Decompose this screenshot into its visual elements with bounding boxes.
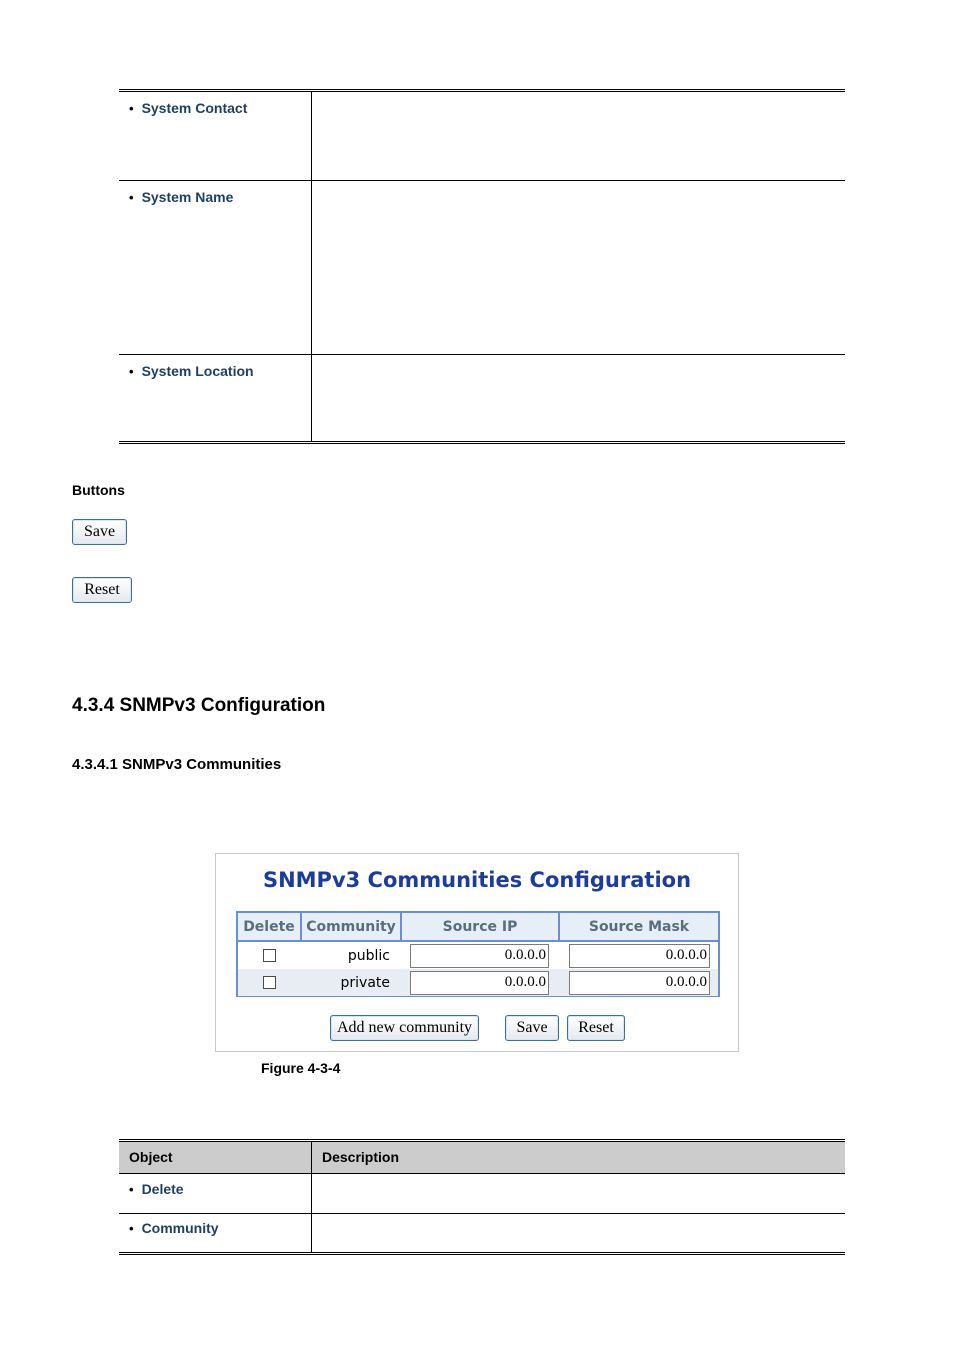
community-value: public xyxy=(347,947,390,964)
object-label xyxy=(129,363,254,379)
table-bottom-rule xyxy=(119,441,845,444)
object-cell xyxy=(119,1214,312,1252)
object-label xyxy=(129,189,233,205)
delete-cell xyxy=(238,949,302,962)
table-row xyxy=(238,942,718,969)
table-row xyxy=(119,354,845,441)
source-mask-input[interactable]: 0.0.0.0 xyxy=(569,971,710,995)
figure-title: SNMPv3 Communities Configuration xyxy=(262,868,692,892)
table-header-row xyxy=(119,1142,845,1173)
column-header-source-ip: Source IP xyxy=(402,913,560,940)
delete-checkbox[interactable] xyxy=(263,949,276,962)
column-header-community: Community xyxy=(302,913,402,940)
source-ip-input[interactable]: 0.0.0.0 xyxy=(410,971,549,995)
object-label-text: System Contact xyxy=(141,100,248,116)
bullet-icon: • xyxy=(129,190,134,205)
bullet-icon: • xyxy=(129,364,134,379)
column-header-object: Object xyxy=(119,1142,312,1173)
source-mask-input[interactable]: 0.0.0.0 xyxy=(569,944,710,968)
bullet-icon: • xyxy=(129,1182,134,1197)
figure-caption: Figure 4-3-4 xyxy=(261,1060,341,1076)
object-label-text: System Name xyxy=(141,189,234,205)
add-new-community-button[interactable]: Add new community xyxy=(330,1015,479,1041)
object-label xyxy=(129,100,247,116)
column-header-source-mask: Source Mask xyxy=(588,918,690,935)
object-label-text: Community xyxy=(141,1220,219,1236)
object-table-bottom xyxy=(119,1139,845,1255)
object-cell xyxy=(119,181,312,354)
table-header-row xyxy=(238,913,718,942)
object-cell xyxy=(119,355,312,441)
reset-button[interactable]: Reset xyxy=(72,577,132,603)
delete-cell xyxy=(238,976,302,989)
table-row xyxy=(119,92,845,180)
bullet-icon: • xyxy=(129,1221,134,1236)
save-button[interactable]: Save xyxy=(72,519,127,545)
object-label-text: Delete xyxy=(141,1181,184,1197)
community-value: private xyxy=(340,974,390,991)
section-heading: 4.3.4 SNMPv3 Configuration xyxy=(72,695,326,716)
bullet-icon: • xyxy=(129,101,134,116)
object-label xyxy=(129,1181,184,1197)
subsection-heading: 4.3.4.1 SNMPv3 Communities xyxy=(72,756,282,773)
table-bottom-rule xyxy=(119,1252,845,1255)
figure-save-button[interactable]: Save xyxy=(505,1015,559,1041)
delete-checkbox[interactable] xyxy=(263,976,276,989)
object-label-text: System Location xyxy=(141,363,254,379)
source-ip-input[interactable]: 0.0.0.0 xyxy=(410,944,549,968)
source-ip-cell xyxy=(402,971,560,995)
source-mask-cell xyxy=(560,971,718,995)
object-table-top xyxy=(119,89,845,444)
column-header-description: Description xyxy=(322,1149,400,1165)
figure-reset-button[interactable]: Reset xyxy=(567,1015,625,1041)
description-cell xyxy=(312,1174,845,1213)
description-cell xyxy=(312,355,845,441)
table-row xyxy=(238,969,718,996)
buttons-heading: Buttons xyxy=(72,482,125,498)
figure-snmpv3-communities xyxy=(215,853,739,1052)
description-cell xyxy=(312,92,845,180)
source-mask-cell xyxy=(560,944,718,968)
object-cell xyxy=(119,1174,312,1213)
source-ip-cell xyxy=(402,944,560,968)
description-cell xyxy=(312,1214,845,1252)
description-cell xyxy=(312,181,845,354)
table-row xyxy=(119,1173,845,1213)
table-row xyxy=(119,180,845,354)
communities-table xyxy=(236,911,720,997)
object-label xyxy=(129,1220,219,1236)
table-row xyxy=(119,1213,845,1252)
object-cell xyxy=(119,92,312,180)
column-header-delete: Delete xyxy=(238,913,302,940)
